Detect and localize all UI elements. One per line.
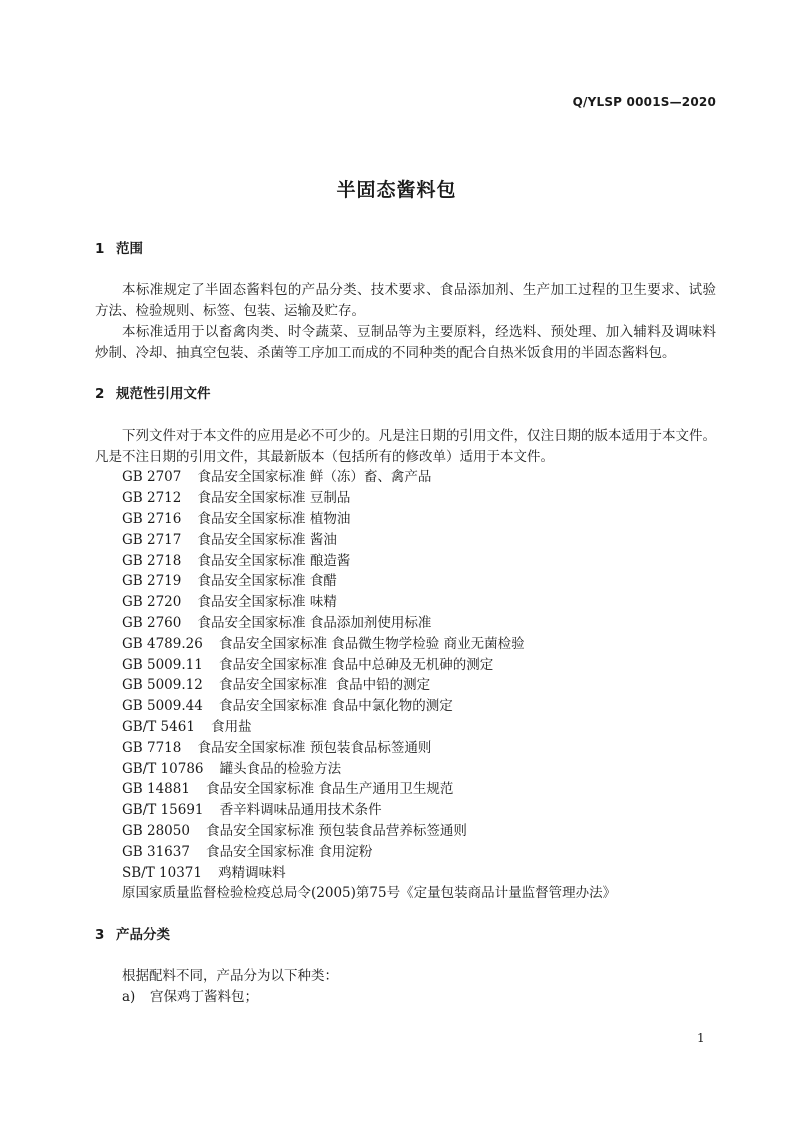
section-1-title: 范围	[116, 240, 143, 257]
reference-title: 香辛料调味品通用技术条件	[219, 802, 382, 819]
reference-title: 食品安全国家标准 酱油	[197, 531, 337, 548]
reference-code: GB 2720	[122, 594, 182, 611]
reference-title: 食品安全国家标准 食品中铅的测定	[219, 677, 431, 694]
reference-title: 食品安全国家标准 食品生产通用卫生规范	[206, 781, 454, 798]
reference-item	[95, 592, 716, 613]
reference-item	[95, 738, 716, 759]
reference-code: GB 4789.26	[122, 635, 203, 652]
reference-item	[95, 842, 716, 863]
reference-code: GB 31637	[122, 843, 190, 860]
list-item-text: 宫保鸡丁酱料包；	[150, 989, 258, 1006]
reference-title: 鸡精调味料	[218, 864, 286, 881]
reference-title: 食品安全国家标准 鲜（冻）畜、禽产品	[197, 469, 432, 486]
reference-code: GB 2716	[122, 510, 182, 527]
reference-title: 食品安全国家标准 酿造酱	[197, 552, 351, 569]
reference-item	[95, 821, 716, 842]
reference-list	[95, 467, 716, 904]
section-2-heading	[95, 384, 716, 405]
section-3-number: 3	[95, 926, 105, 943]
document-code: Q/YLSP 0001S—2020	[572, 95, 716, 109]
reference-code: GB/T 5461	[122, 718, 195, 735]
reference-regulation: 原国家质量监督检验检疫总局令(2005)第75号《定量包装商品计量监督管理办法》	[122, 885, 617, 902]
reference-title: 食品安全国家标准 食品微生物学检验 商业无菌检验	[219, 635, 525, 652]
reference-title: 食品安全国家标准 食品中氯化物的测定	[219, 698, 453, 715]
reference-item	[95, 696, 716, 717]
reference-title: 食品安全国家标准 植物油	[197, 510, 351, 527]
reference-code: GB/T 10786	[122, 760, 204, 777]
reference-title: 食用盐	[211, 718, 252, 735]
reference-item	[95, 467, 716, 488]
reference-code: GB 7718	[122, 739, 182, 756]
reference-item	[95, 655, 716, 676]
reference-title: 食品安全国家标准 预包装食品营养标签通则	[206, 822, 467, 839]
reference-title: 罐头食品的检验方法	[219, 760, 342, 777]
reference-title: 食品安全国家标准 食醋	[197, 573, 337, 590]
reference-title: 食品安全国家标准 食用淀粉	[206, 843, 373, 860]
reference-item	[95, 488, 716, 509]
section-1-number: 1	[95, 240, 105, 257]
paragraph-line: 本标准规定了半固态酱料包的产品分类、技术要求、食品添加剂、生产加工过程的卫生要求、试验	[122, 282, 716, 299]
reference-code: GB 28050	[122, 822, 190, 839]
reference-code: GB 2712	[122, 490, 182, 507]
reference-title: 食品安全国家标准 食品中总砷及无机砷的测定	[219, 656, 494, 673]
reference-item	[95, 613, 716, 634]
paragraph-line: 凡是不注日期的引用文件，其最新版本（包括所有的修改单）适用于本文件。	[95, 448, 554, 465]
reference-code: GB 5009.44	[122, 698, 203, 715]
reference-code: GB 5009.12	[122, 677, 203, 694]
page-number: 1	[697, 1031, 705, 1045]
section-1-paragraph-2	[95, 322, 716, 364]
reference-title: 食品安全国家标准 预包装食品标签通则	[197, 739, 432, 756]
document-title: 半固态酱料包	[336, 179, 457, 201]
section-2-title: 规范性引用文件	[116, 386, 211, 403]
document-body	[95, 239, 716, 1008]
list-item	[95, 987, 716, 1008]
reference-code: SB/T 10371	[122, 864, 202, 881]
reference-title: 食品安全国家标准 食品添加剂使用标准	[197, 614, 432, 631]
section-3-heading	[95, 925, 716, 946]
reference-code: GB 2707	[122, 469, 182, 486]
reference-code: GB 2719	[122, 573, 182, 590]
list-marker: a)	[122, 989, 136, 1006]
section-2-number: 2	[95, 386, 105, 403]
reference-item	[95, 863, 716, 884]
paragraph-line: 方法、检验规则、标签、包装、运输及贮存。	[95, 302, 365, 319]
section-3-intro: 根据配料不同，产品分为以下种类：	[122, 968, 338, 985]
reference-item	[95, 717, 716, 738]
reference-item	[95, 551, 716, 572]
section-2-intro	[95, 426, 716, 468]
reference-item	[95, 634, 716, 655]
reference-item	[95, 530, 716, 551]
reference-code: GB 2718	[122, 552, 182, 569]
paragraph-line: 下列文件对于本文件的应用是必不可少的。凡是注日期的引用文件，仅注日期的版本适用于本文件。	[122, 427, 716, 444]
reference-code: GB 2717	[122, 531, 182, 548]
section-1-paragraph-1	[95, 280, 716, 322]
section-1-heading	[95, 239, 716, 260]
reference-item	[95, 800, 716, 821]
reference-code: GB 14881	[122, 781, 190, 798]
paragraph-line: 炒制、冷却、抽真空包装、杀菌等工序加工而成的不同种类的配合自热米饭食用的半固态酱料包。	[95, 344, 676, 361]
reference-title: 食品安全国家标准 味精	[197, 594, 337, 611]
reference-item	[95, 675, 716, 696]
reference-title: 食品安全国家标准 豆制品	[197, 490, 351, 507]
paragraph-line: 本标准适用于以畜禽肉类、时令蔬菜、豆制品等为主要原料，经选料、预处理、加入辅料及调味料	[122, 323, 716, 340]
reference-item	[95, 509, 716, 530]
reference-code: GB 2760	[122, 614, 182, 631]
section-3-title: 产品分类	[116, 926, 170, 943]
reference-code: GB 5009.11	[122, 656, 203, 673]
reference-code: GB/T 15691	[122, 802, 204, 819]
reference-item	[95, 779, 716, 800]
reference-item	[95, 571, 716, 592]
reference-item	[95, 759, 716, 780]
